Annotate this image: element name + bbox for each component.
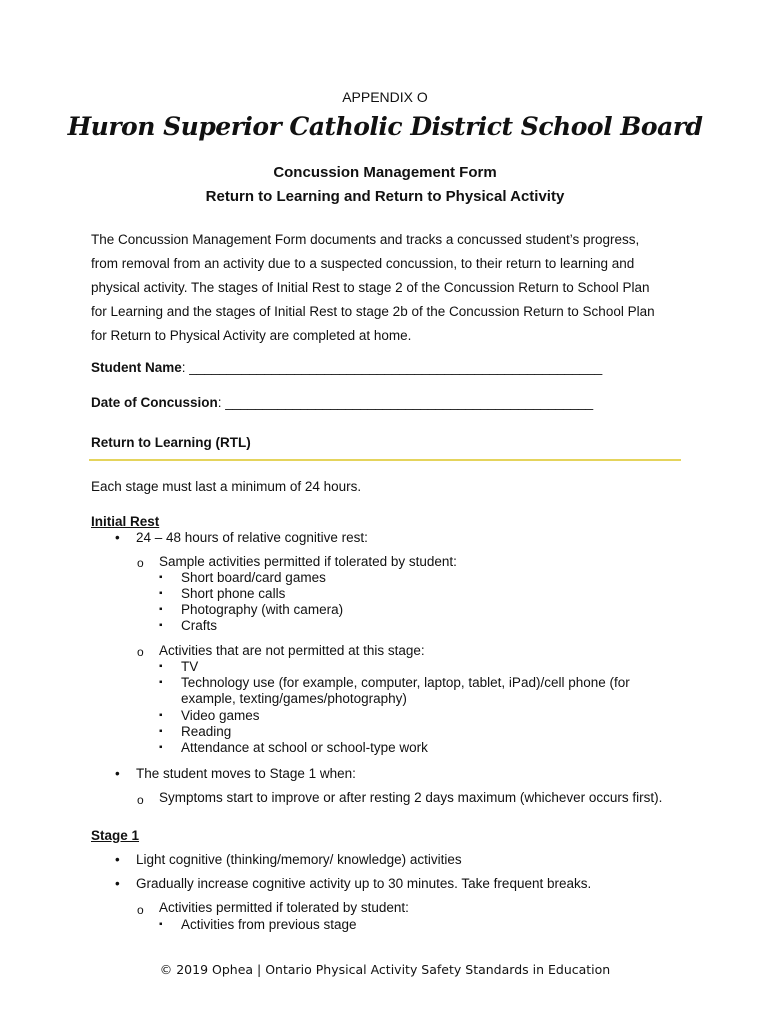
section-divider (89, 459, 681, 461)
list-item: Gradually increase cognitive activity up to 30 minutes. Take frequent breaks. (136, 876, 592, 891)
intro-line: for Learning and the stages of Initial Rest to stage 2b of the Concussion Return to School Plan (91, 304, 655, 319)
list-item: Video games (181, 708, 260, 723)
list-item: Activities permitted if tolerated by student: (159, 900, 409, 915)
square-bullet-icon: ▪ (159, 572, 163, 583)
date-of-concussion-label: Date of Concussion (91, 395, 218, 410)
bullet-icon: • (115, 766, 120, 781)
page-footer: © 2019 Ophea | Ontario Physical Activity Safety Standards in Education (159, 962, 611, 977)
rtl-heading: Return to Learning (RTL) (91, 435, 251, 450)
form-title: Concussion Management Form (273, 164, 497, 181)
list-item: Photography (with camera) (181, 602, 344, 617)
list-item: Symptoms start to improve or after resting 2 days maximum (whichever occurs first). (159, 790, 663, 805)
circle-bullet-icon: o (137, 645, 144, 659)
intro-line: for Return to Physical Activity are completed at home. (91, 328, 412, 343)
circle-bullet-icon: o (137, 793, 144, 807)
stage1-heading: Stage 1 (91, 828, 140, 843)
list-item: Activities from previous stage (181, 917, 357, 932)
square-bullet-icon: ▪ (159, 588, 163, 599)
list-item: Sample activities permitted if tolerated by student: (159, 554, 457, 569)
circle-bullet-icon: o (137, 903, 144, 917)
student-name-label: Student Name (91, 360, 182, 375)
list-item: Light cognitive (thinking/memory/ knowledge) activities (136, 852, 462, 867)
date-of-concussion-field[interactable] (91, 395, 593, 410)
list-item: Short board/card games (181, 570, 326, 585)
square-bullet-icon: ▪ (159, 661, 163, 672)
square-bullet-icon: ▪ (159, 677, 163, 688)
square-bullet-icon: ▪ (159, 604, 163, 615)
student-name-blank[interactable]: : _______________________________________________________ (181, 360, 603, 375)
list-item: TV (181, 659, 199, 674)
bullet-icon: • (115, 530, 120, 545)
organization-name: Huron Superior Catholic District School Board (67, 112, 703, 141)
square-bullet-icon: ▪ (159, 742, 163, 753)
appendix-label: APPENDIX O (342, 89, 428, 105)
intro-line: physical activity. The stages of Initial Rest to stage 2 of the Concussion Return to School Plan (91, 280, 650, 295)
list-item: 24 – 48 hours of relative cognitive rest: (136, 530, 368, 545)
list-item: Attendance at school or school-type work (181, 740, 428, 755)
form-subtitle: Return to Learning and Return to Physical Activity (205, 188, 565, 205)
list-item: The student moves to Stage 1 when: (136, 766, 356, 781)
list-item-continuation: example, texting/games/photography) (181, 691, 407, 706)
list-item: Crafts (181, 618, 218, 633)
bullet-icon: • (115, 852, 120, 867)
square-bullet-icon: ▪ (159, 919, 163, 930)
list-item: Reading (181, 724, 232, 739)
square-bullet-icon: ▪ (159, 620, 163, 631)
list-item: Short phone calls (181, 586, 286, 601)
list-item: Technology use (for example, computer, laptop, tablet, iPad)/cell phone (for (181, 675, 630, 690)
intro-line: from removal from an activity due to a suspected concussion, to their return to learning and (91, 256, 635, 271)
square-bullet-icon: ▪ (159, 726, 163, 737)
square-bullet-icon: ▪ (159, 710, 163, 721)
circle-bullet-icon: o (137, 556, 144, 570)
intro-line: The Concussion Management Form documents and tracks a concussed student’s progress, (91, 232, 640, 247)
student-name-field[interactable] (91, 360, 602, 375)
bullet-icon: • (115, 876, 120, 891)
date-of-concussion-blank[interactable]: : _________________________________________________ (217, 395, 594, 410)
initial-rest-heading: Initial Rest (91, 514, 160, 529)
rtl-note: Each stage must last a minimum of 24 hours. (91, 479, 362, 494)
list-item: Activities that are not permitted at this stage: (159, 643, 425, 658)
